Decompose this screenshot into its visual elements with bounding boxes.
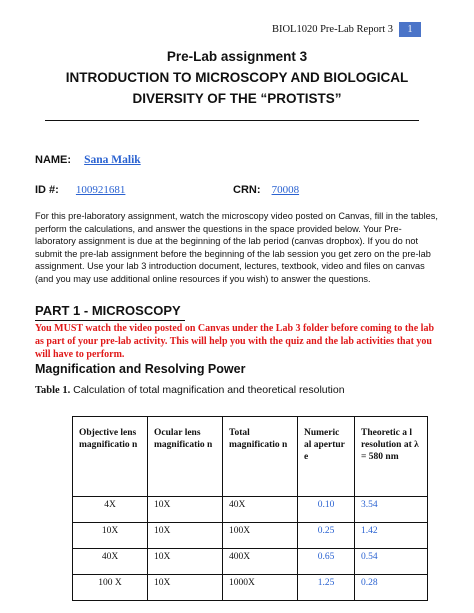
running-title: BIOL1020 Pre-Lab Report 3 — [271, 24, 393, 35]
header-total: Total magnificatio n — [223, 417, 298, 497]
title-line-3: DIVERSITY OF THE “PROTISTS” — [132, 91, 342, 106]
cell-aperture: 0.65 — [298, 549, 355, 575]
cell-resolution: 0.28 — [355, 575, 428, 601]
running-header — [272, 22, 421, 37]
cell-resolution: 0.54 — [355, 549, 428, 575]
id-label: ID #: — [35, 184, 59, 196]
header-objective: Objective lens magnificatio n — [73, 417, 148, 497]
cell-ocular: 10X — [148, 549, 223, 575]
title-line-1: Pre-Lab assignment 3 — [166, 49, 308, 64]
table-row — [73, 575, 428, 601]
title-divider — [45, 120, 419, 121]
cell-ocular: 10X — [148, 575, 223, 601]
cell-objective: 100 X — [73, 575, 148, 601]
magnification-table — [72, 416, 428, 601]
name-label: NAME: — [35, 154, 72, 166]
cell-aperture: 0.25 — [298, 523, 355, 549]
cell-ocular: 10X — [148, 523, 223, 549]
cell-ocular: 10X — [148, 497, 223, 523]
id-value: 100921681 — [75, 184, 126, 196]
part1-underline — [35, 320, 185, 321]
header-ocular: Ocular lens magnificatio n — [148, 417, 223, 497]
crn-value: 70008 — [271, 184, 300, 196]
page-number-badge: 1 — [399, 22, 421, 37]
cell-aperture: 0.10 — [298, 497, 355, 523]
cell-total: 400X — [223, 549, 298, 575]
document-title — [0, 46, 474, 109]
crn-label: CRN: — [233, 184, 261, 196]
cell-resolution: 3.54 — [355, 497, 428, 523]
cell-total: 40X — [223, 497, 298, 523]
part1-heading: PART 1 - MICROSCOPY — [35, 303, 181, 318]
table-row — [73, 549, 428, 575]
title-line-2: INTRODUCTION TO MICROSCOPY AND BIOLOGICAL — [65, 70, 409, 85]
cell-resolution: 1.42 — [355, 523, 428, 549]
id-field — [35, 184, 125, 196]
caption-label: Table 1. — [35, 385, 71, 396]
caption-text: Calculation of total magnification and theoretical resolution — [70, 384, 345, 396]
table-row — [73, 497, 428, 523]
header-numerical-aperture: Numeric al apertur e — [298, 417, 355, 497]
table-row — [73, 523, 428, 549]
table-header-row — [73, 417, 428, 497]
crn-field — [233, 184, 299, 196]
cell-objective: 40X — [73, 549, 148, 575]
name-field — [35, 154, 141, 166]
table-caption — [35, 384, 345, 396]
video-warning: You MUST watch the video posted on Canvas under the Lab 3 folder before coming to the lab as part of your pre-lab activity. This will help you with the quiz and the lab activities that you will have to perform. — [35, 323, 435, 360]
header-resolution: Theoretic a l resolution at λ = 580 nm — [355, 417, 428, 497]
cell-aperture: 1.25 — [298, 575, 355, 601]
cell-objective: 10X — [73, 523, 148, 549]
name-value: Sana Malik — [84, 154, 141, 166]
intro-paragraph: For this pre-laboratory assignment, watch the microscopy video posted on Canvas, fill in the tables, perform the calculations, and answer the questions in the space provided below. Your Pre-laboratory assignment is due at the beginning of the lab period (canvas dropbox). If you do not submit the pre-lab assignment before the beginning of the lab session you get zero on the pre-lab assignment. Use your lab 3 introduction document, lectures, textbook, video and files on canvas (and you may use additional online resources if you wish) to answer the questions. — [35, 211, 438, 284]
cell-total: 100X — [223, 523, 298, 549]
section-heading: Magnification and Resolving Power — [35, 362, 246, 376]
cell-objective: 4X — [73, 497, 148, 523]
cell-total: 1000X — [223, 575, 298, 601]
